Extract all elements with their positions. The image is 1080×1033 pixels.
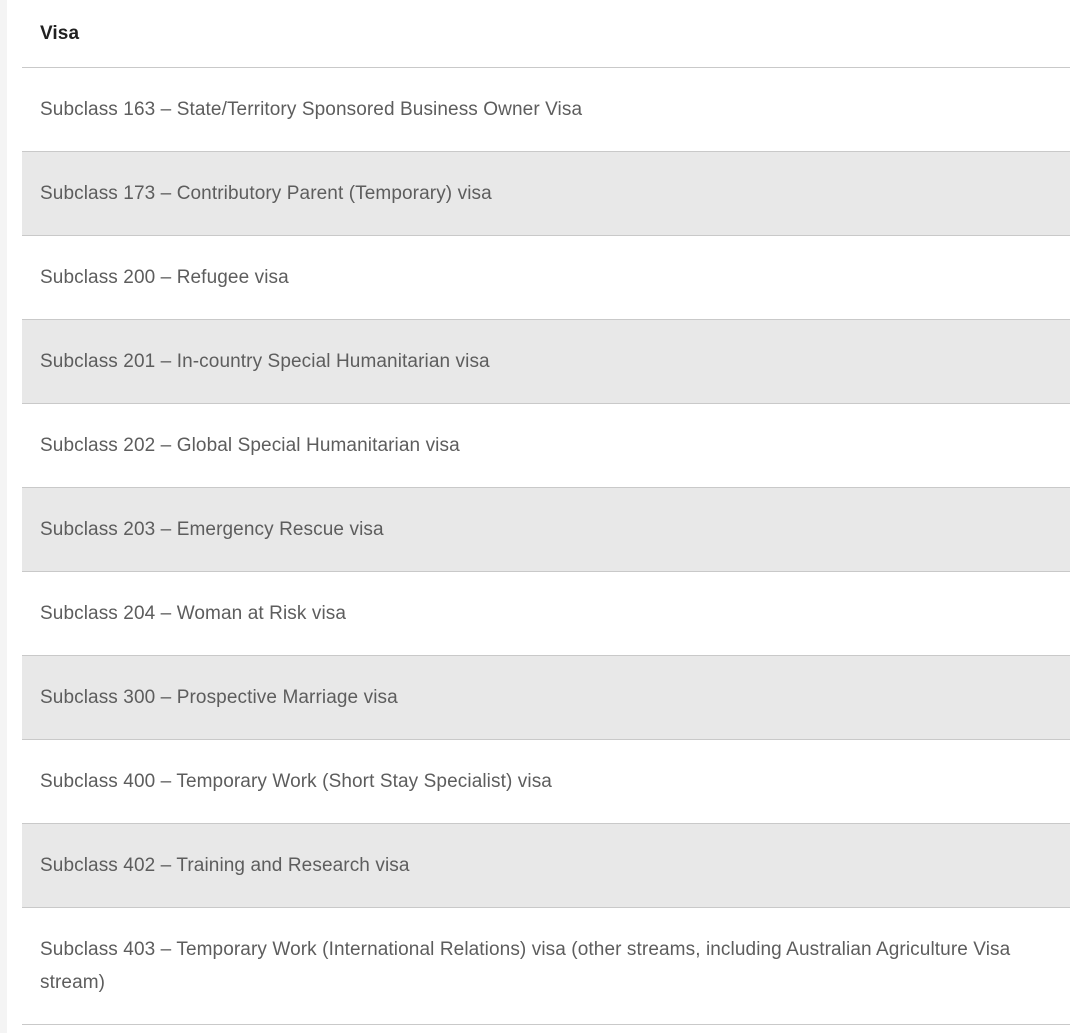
table-row: [22, 320, 1070, 404]
visa-cell: Subclass 403 – Temporary Work (International Relations) visa (other streams, including Australian Agriculture Visa stream): [40, 939, 1011, 993]
visa-cell: Subclass 173 – Contributory Parent (Temporary) visa: [40, 183, 492, 204]
visa-cell: Subclass 202 – Global Special Humanitarian visa: [40, 435, 460, 456]
table-row: [22, 152, 1070, 236]
table-header-visa: [22, 0, 1070, 67]
table-row: [22, 67, 1070, 152]
visa-cell: Subclass 200 – Refugee visa: [40, 267, 289, 288]
table-row: [22, 572, 1070, 656]
visa-cell: Subclass 400 – Temporary Work (Short Stay Specialist) visa: [40, 771, 552, 792]
visa-cell: Subclass 163 – State/Territory Sponsored Business Owner Visa: [40, 99, 583, 120]
visa-cell: Subclass 402 – Training and Research visa: [40, 855, 410, 876]
visa-cell: Subclass 204 – Woman at Risk visa: [40, 603, 347, 624]
table-row: [22, 824, 1070, 908]
table-row: [22, 236, 1070, 320]
table-row: [22, 488, 1070, 572]
table-row: [22, 404, 1070, 488]
visa-table: [22, 0, 1070, 1025]
table-row: [22, 656, 1070, 740]
table-row: [22, 908, 1070, 1025]
page-edge-strip: [0, 0, 7, 1033]
visa-cell: Subclass 300 – Prospective Marriage visa: [40, 687, 398, 708]
table-header-label: Visa: [40, 23, 80, 44]
visa-cell: Subclass 201 – In-country Special Humanitarian visa: [40, 351, 490, 372]
visa-cell: Subclass 203 – Emergency Rescue visa: [40, 519, 384, 540]
table-row: [22, 740, 1070, 824]
